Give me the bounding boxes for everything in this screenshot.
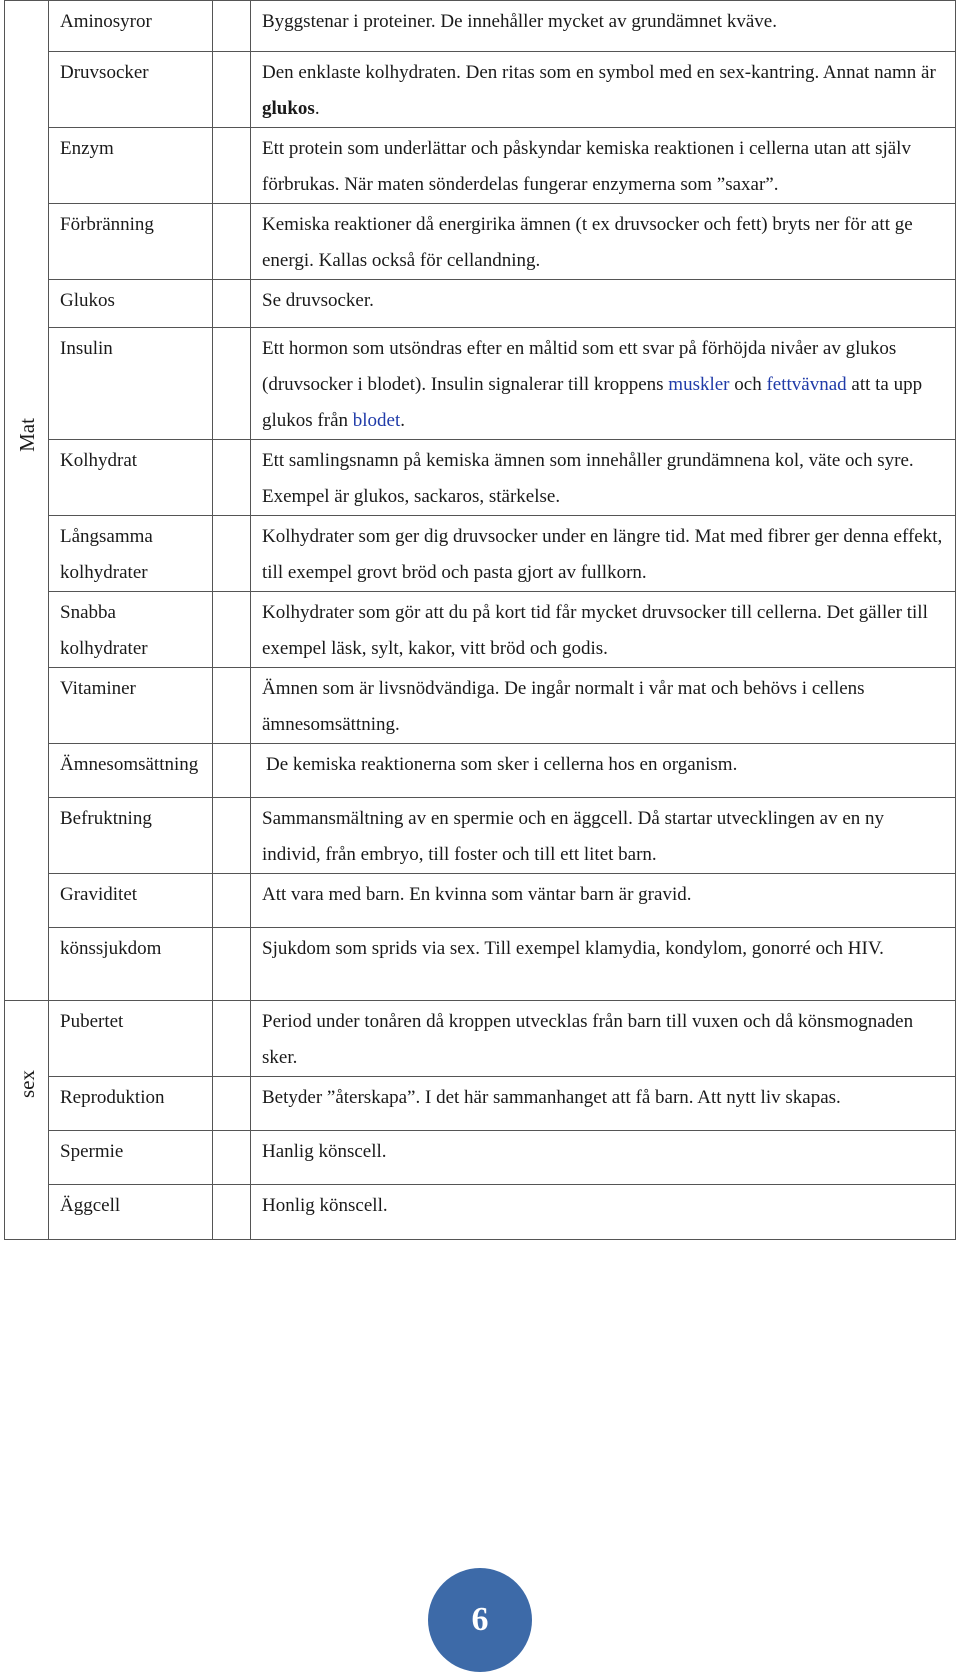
table-row [5,1077,956,1131]
table-row [5,1,956,52]
term-cell: Förbränning [49,204,213,280]
definition-cell: Den enklaste kolhydraten. Den ritas som en symbol med en sex-kantring. Annat namn är glukos. [251,52,956,128]
definition-cell: Ett protein som underlättar och påskyndar kemiska reaktionen i cellerna utan att själv förbrukas. När maten sönderdelas fungerar enzymerna som ”saxar”. [251,128,956,204]
definition-cell: Ämnen som är livsnödvändiga. De ingår normalt i vår mat och behövs i cellens ämnesomsättning. [251,668,956,744]
definition-cell: Hanlig könscell. [251,1131,956,1185]
term-cell: Ämnesomsättning [49,744,213,798]
definition-cell: Period under tonåren då kroppen utvecklas från barn till vuxen och då könsmognaden sker. [251,1001,956,1077]
table-row [5,204,956,280]
table-row [5,280,956,328]
term-cell: Aminosyror [49,1,213,52]
term-cell: Äggcell [49,1185,213,1240]
term-cell: Graviditet [49,874,213,928]
table-row [5,1001,956,1077]
term-cell: Reproduktion [49,1077,213,1131]
term-cell: Druvsocker [49,52,213,128]
table-row [5,52,956,128]
term-cell: Spermie [49,1131,213,1185]
table-row [5,1131,956,1185]
glossary-table [4,0,956,1240]
definition-cell: Ett hormon som utsöndras efter en måltid som ett svar på förhöjda nivåer av glukos (druvsocker i blodet). Insulin signalerar till kroppens muskler och fettvävnad att ta upp glukos från blodet. [251,328,956,440]
bold-term: glukos [262,98,315,119]
definition-cell: Kolhydrater som gör att du på kort tid får mycket druvsocker till cellerna. Det gäller till exempel läsk, sylt, kakor, vitt bröd och godis. [251,592,956,668]
term-cell: Befruktning [49,798,213,874]
definition-cell: Sammansmältning av en spermie och en äggcell. Då startar utvecklingen av en ny individ, från embryo, till foster och till ett litet barn. [251,798,956,874]
table-row [5,798,956,874]
table-row [5,328,956,440]
section-sex [5,1001,49,1240]
table-row [5,128,956,204]
term-cell: Enzym [49,128,213,204]
table-row [5,874,956,928]
term-cell: Pubertet [49,1001,213,1077]
table-row [5,440,956,516]
term-cell: Långsamma kolhydrater [49,516,213,592]
link-blodet[interactable]: blodet [352,410,401,431]
page-number-badge [428,1568,532,1672]
term-cell: Glukos [49,280,213,328]
definition-cell: Byggstenar i proteiner. De innehåller mycket av grundämnet kväve. [251,1,956,52]
term-cell: Snabba kolhydrater [49,592,213,668]
table-row [5,928,956,1001]
definition-cell: Ett samlingsnamn på kemiska ämnen som innehåller grundämnena kol, väte och syre. Exempel är glukos, sackaros, stärkelse. [251,440,956,516]
table-row [5,592,956,668]
term-cell: Insulin [49,328,213,440]
page-number: 6 [471,1601,489,1638]
section-label: Mat [14,417,39,452]
term-cell: Vitaminer [49,668,213,744]
term-cell: Kolhydrat [49,440,213,516]
table-row [5,1185,956,1240]
table-row [5,668,956,744]
section-mat [5,1,49,1001]
table-row [5,744,956,798]
table-row [5,516,956,592]
definition-cell: Att vara med barn. En kvinna som väntar barn är gravid. [251,874,956,928]
definition-cell: De kemiska reaktionerna som sker i cellerna hos en organism. [251,744,956,798]
definition-cell: Kolhydrater som ger dig druvsocker under en längre tid. Mat med fibrer ger denna effekt, till exempel grovt bröd och pasta gjort av fullkorn. [251,516,956,592]
definition-cell: Sjukdom som sprids via sex. Till exempel klamydia, kondylom, gonorré och HIV. [251,928,956,1001]
definition-cell: Honlig könscell. [251,1185,956,1240]
definition-cell: Kemiska reaktioner då energirika ämnen (t ex druvsocker och fett) bryts ner för att ge energi. Kallas också för cellandning. [251,204,956,280]
term-cell: könssjukdom [49,928,213,1001]
definition-cell: Se druvsocker. [251,280,956,328]
link-fettvavnad[interactable]: fettvävnad [766,374,847,395]
section-label: sex [14,1070,39,1098]
link-muskler[interactable]: muskler [668,374,730,395]
definition-cell: Betyder ”återskapa”. I det här sammanhanget att få barn. Att nytt liv skapas. [251,1077,956,1131]
